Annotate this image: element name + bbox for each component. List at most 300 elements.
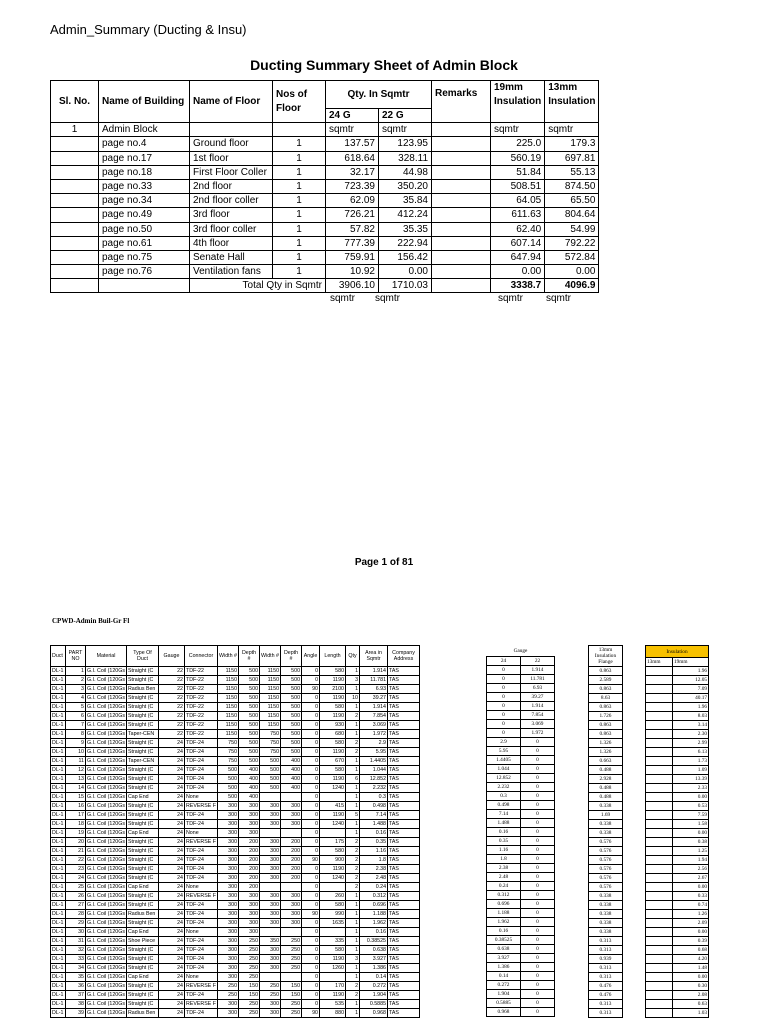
row-nos-floor: 1 xyxy=(273,208,326,222)
insulation-row xyxy=(646,1009,709,1018)
duct-cell: 1 xyxy=(346,703,360,712)
duct-row xyxy=(51,739,420,748)
flange-row xyxy=(589,811,623,820)
gauge-row xyxy=(487,675,555,684)
gauge-24-value: 2.48 xyxy=(487,873,521,882)
duct-cell: Cap End xyxy=(126,829,158,838)
total-22g: 1710.03 xyxy=(379,279,432,293)
duct-cell: 1150 xyxy=(218,721,239,730)
summary-row xyxy=(51,222,599,236)
insulation-row xyxy=(646,928,709,937)
duct-cell: 0 xyxy=(302,847,320,856)
duct-cell: 0 xyxy=(302,937,320,946)
duct-cell: 0.696 xyxy=(360,901,388,910)
duct-cell: G.I. Coil (120Gs xyxy=(87,838,125,845)
gauge-24-value: 0 xyxy=(487,729,521,738)
ins-19mm-value: 2.33 xyxy=(673,784,709,793)
row-ins19: 51.84 xyxy=(491,165,545,179)
duct-cell: TAS xyxy=(388,964,420,973)
ins-19mm-value: 4.20 xyxy=(673,955,709,964)
duct-cell: Straight (C xyxy=(126,919,158,928)
duct-cell: 10 xyxy=(346,694,360,703)
duct-cell: 0 xyxy=(302,865,320,874)
duct-cell: G.I. Coil (120Gs xyxy=(87,937,125,944)
duct-cell: 0 xyxy=(302,703,320,712)
flange-row xyxy=(589,721,623,730)
duct-cell: TDF-24 xyxy=(184,964,217,973)
flange-value: 0.338 xyxy=(589,820,623,829)
duct-cell: 300 xyxy=(218,1009,239,1018)
duct-cell: 24 xyxy=(158,829,184,838)
duct-cell: 2 xyxy=(346,748,360,757)
duct-cell: 1 xyxy=(346,685,360,694)
ins-19mm-value: 0.63 xyxy=(673,1000,709,1009)
gauge-24-value: 12.852 xyxy=(487,774,521,783)
insulation-row xyxy=(646,784,709,793)
duct-cell: DL-1 xyxy=(51,892,66,901)
duct-cell: TDF-22 xyxy=(184,685,217,694)
duct-cell: G.I. Coil (120Gs xyxy=(87,892,125,899)
duct-cell: Straight (C xyxy=(126,946,158,955)
flange-row xyxy=(589,766,623,775)
duct-cell: 1 xyxy=(66,667,86,676)
flange-value: 0.338 xyxy=(589,910,623,919)
duct-cell: 1 xyxy=(346,919,360,928)
insulation-row xyxy=(646,982,709,991)
flange-row xyxy=(589,1000,623,1009)
duct-cell: TDF-24 xyxy=(184,856,217,865)
duct-cell: 0 xyxy=(302,784,320,793)
units-ins13: sqmtr xyxy=(546,293,571,304)
duct-cell: 300 xyxy=(218,937,239,946)
duct-cell: 6.93 xyxy=(360,685,388,694)
flange-value: 0.338 xyxy=(589,919,623,928)
duct-cell: 24 xyxy=(158,802,184,811)
empty-cell xyxy=(51,208,99,222)
duct-cell: TAS xyxy=(388,703,420,712)
ins-19mm-value: 0.00 xyxy=(673,883,709,892)
unit-cell: sqmtr xyxy=(326,123,379,137)
duct-cell: 1 xyxy=(346,1009,360,1018)
gauge-24-value: 0.38525 xyxy=(487,936,521,945)
duct-cell: G.I. Coil (120Gs xyxy=(87,793,125,800)
duct-cell: 2100 xyxy=(320,685,346,694)
empty-cell xyxy=(432,279,491,293)
duct-cell: 750 xyxy=(218,739,239,748)
insulation-row xyxy=(646,865,709,874)
duct-cell: 400 xyxy=(281,766,302,775)
duct-cell: 750 xyxy=(218,748,239,757)
ins-13mm-value xyxy=(646,811,673,820)
duct-cell: 3 xyxy=(346,676,360,685)
duct-cell: TAS xyxy=(388,955,420,964)
duct-cell: 1240 xyxy=(320,784,346,793)
duct-cell: 250 xyxy=(239,1000,260,1009)
flange-row xyxy=(589,892,623,901)
duct-cell: 670 xyxy=(320,757,346,766)
duct-cell: 580 xyxy=(320,766,346,775)
duct-cell: 500 xyxy=(281,685,302,694)
gauge-24-value: 0 xyxy=(487,684,521,693)
duct-row xyxy=(51,1000,420,1009)
row-qty-24g: 723.39 xyxy=(326,179,379,193)
duct-cell: 24 xyxy=(158,793,184,802)
duct-cell: 1 xyxy=(346,721,360,730)
duct-cell: 500 xyxy=(239,694,260,703)
duct-cell: G.I. Coil (120Gs xyxy=(87,829,125,836)
duct-cell: 1.962 xyxy=(360,919,388,928)
flange-value: 0.313 xyxy=(589,937,623,946)
duct-cell: DL-1 xyxy=(51,730,66,739)
duct-cell: 300 xyxy=(260,1000,281,1009)
duct-cell: 24 xyxy=(158,883,184,892)
duct-cell: G.I. Coil (120Gs xyxy=(87,865,125,872)
duct-cell: DL-1 xyxy=(51,775,66,784)
duct-cell: 90 xyxy=(302,685,320,694)
duct-cell: TDF-24 xyxy=(184,955,217,964)
gauge-22-value: 11.781 xyxy=(521,675,555,684)
gauge-24-value: 0.312 xyxy=(487,891,521,900)
duct-row xyxy=(51,964,420,973)
header-22g: 22 G xyxy=(379,109,432,123)
duct-cell: Cap End xyxy=(126,928,158,937)
gauge-22-value: 0 xyxy=(521,801,555,810)
duct-cell: G.I. Coil (120Gs xyxy=(87,856,125,863)
duct-cell: 24 xyxy=(158,847,184,856)
row-ins13: 65.50 xyxy=(545,194,599,208)
duct-cell: 300 xyxy=(218,1000,239,1009)
duct-cell: DL-1 xyxy=(51,820,66,829)
duct-cell: 300 xyxy=(260,838,281,847)
duct-cell: TDF-24 xyxy=(184,820,217,829)
duct-cell: 200 xyxy=(239,865,260,874)
gauge-22-value: 0 xyxy=(521,747,555,756)
duct-cell: DL-1 xyxy=(51,955,66,964)
gauge-24-value: 7.14 xyxy=(487,810,521,819)
duct-cell: DL-1 xyxy=(51,865,66,874)
duct-cell: DL-1 xyxy=(51,784,66,793)
duct-cell: 300 xyxy=(260,964,281,973)
gauge-row xyxy=(487,666,555,675)
duct-row xyxy=(51,901,420,910)
duct-cell: TAS xyxy=(388,919,420,928)
duct-cell: 22 xyxy=(158,721,184,730)
duct-cell: TDF-24 xyxy=(184,865,217,874)
flange-value: 0.476 xyxy=(589,991,623,1000)
gauge-row xyxy=(487,702,555,711)
duct-cell: 24 xyxy=(158,766,184,775)
row-qty-22g: 123.95 xyxy=(379,137,432,151)
flange-value: 0.863 xyxy=(589,703,623,712)
duct-cell: G.I. Coil (120Gs xyxy=(87,928,125,935)
empty-cell xyxy=(51,151,99,165)
flange-row xyxy=(589,883,623,892)
gauge-row xyxy=(487,738,555,747)
row-nos-floor: 1 xyxy=(273,179,326,193)
row-floor-name: 3rd floor xyxy=(190,208,273,222)
insulation-row xyxy=(646,919,709,928)
gauge-row xyxy=(487,801,555,810)
gauge-row xyxy=(487,819,555,828)
gauge-row xyxy=(487,918,555,927)
duct-cell: Straight (C xyxy=(126,694,158,703)
ins-13mm-value xyxy=(646,883,673,892)
duct-cell: 2.232 xyxy=(360,784,388,793)
row-nos-floor: 1 xyxy=(273,265,326,279)
gauge-row xyxy=(487,864,555,873)
ins-19mm-value: 6.13 xyxy=(673,748,709,757)
empty-cell xyxy=(432,236,491,250)
duct-cell: Straight (C xyxy=(126,712,158,721)
duct-cell: 580 xyxy=(320,946,346,955)
gauge-22-value: 0 xyxy=(521,855,555,864)
duct-cell: G.I. Coil (120Gs xyxy=(87,1000,125,1007)
duct-cell: 335 xyxy=(320,937,346,946)
flange-value: 0.338 xyxy=(589,892,623,901)
summary-row xyxy=(51,265,599,279)
duct-cell: DL-1 xyxy=(51,991,66,1000)
gauge-row xyxy=(487,765,555,774)
duct-cell: 300 xyxy=(281,910,302,919)
duct-cell: 1 xyxy=(346,910,360,919)
duct-cell: 24 xyxy=(158,982,184,991)
row-qty-22g: 350.20 xyxy=(379,179,432,193)
ins-13mm-value xyxy=(646,802,673,811)
duct-cell: Radius Ben xyxy=(126,1009,158,1018)
empty-cell xyxy=(190,123,273,137)
duct-cell: TDF-24 xyxy=(184,766,217,775)
flange-row xyxy=(589,802,623,811)
duct-cell: 300 xyxy=(218,919,239,928)
ins-13mm-value xyxy=(646,712,673,721)
duct-cell: 0.3 xyxy=(360,793,388,802)
duct-cell: 28 xyxy=(66,910,86,919)
gauge-24-value: 3.927 xyxy=(487,954,521,963)
duct-cell: 200 xyxy=(239,847,260,856)
duct-cell: 1260 xyxy=(320,964,346,973)
row-nos-floor: 1 xyxy=(273,151,326,165)
gauge-row xyxy=(487,720,555,729)
summary-row xyxy=(51,194,599,208)
duct-cell: 0 xyxy=(302,901,320,910)
duct-cell: 1190 xyxy=(320,676,346,685)
flange-value: 1.69 xyxy=(589,811,623,820)
insulation-row xyxy=(646,748,709,757)
duct-cell: TAS xyxy=(388,667,420,676)
duct-cell: 1190 xyxy=(320,694,346,703)
duct-cell: 2 xyxy=(346,856,360,865)
duct-cell: 0 xyxy=(302,802,320,811)
duct-cell: DL-1 xyxy=(51,883,66,892)
empty-cell xyxy=(51,265,99,279)
duct-cell: 1150 xyxy=(218,685,239,694)
gauge-22-value: 0 xyxy=(521,936,555,945)
header-building: Name of Building xyxy=(99,81,190,123)
duct-cell: 24 xyxy=(158,928,184,937)
duct-row xyxy=(51,730,420,739)
duct-cell: 930 xyxy=(320,721,346,730)
summary-row xyxy=(51,137,599,151)
gauge-row xyxy=(487,729,555,738)
ins-19mm-value: 2.67 xyxy=(673,874,709,883)
duct-cell: 300 xyxy=(260,955,281,964)
duct-cell: G.I. Coil (120Gs xyxy=(87,874,125,881)
duct-cell: TAS xyxy=(388,865,420,874)
duct-cell: 0 xyxy=(302,838,320,847)
gauge-22-value: 0 xyxy=(521,792,555,801)
duct-cell: G.I. Coil (120Gs xyxy=(87,703,125,710)
duct-cell: DL-1 xyxy=(51,676,66,685)
duct-cell: 2 xyxy=(346,865,360,874)
duct-cell: 12 xyxy=(66,766,86,775)
duct-cell: TAS xyxy=(388,982,420,991)
ins-13mm-value xyxy=(646,667,673,676)
unit-cell: sqmtr xyxy=(545,123,599,137)
flange-value: 2.589 xyxy=(589,676,623,685)
duct-cell: 500 xyxy=(281,694,302,703)
flange-row xyxy=(589,865,623,874)
insulation-row xyxy=(646,730,709,739)
duct-cell: 250 xyxy=(239,937,260,946)
ins-19mm-value: 0.68 xyxy=(673,946,709,955)
duct-cell: DL-1 xyxy=(51,973,66,982)
duct-cell: 500 xyxy=(281,703,302,712)
duct-cell: 2 xyxy=(346,847,360,856)
flange-row xyxy=(589,847,623,856)
duct-cell: None xyxy=(184,928,217,937)
duct-cell: 250 xyxy=(281,946,302,955)
duct-cell: 90 xyxy=(302,856,320,865)
flange-row xyxy=(589,901,623,910)
row-page-ref: page no.50 xyxy=(99,222,190,236)
empty-cell xyxy=(51,222,99,236)
gauge-24-value: 0.35 xyxy=(487,837,521,846)
row-floor-name: Senate Hall xyxy=(190,250,273,264)
duct-cell: 2 xyxy=(346,991,360,1000)
gauge-row xyxy=(487,900,555,909)
duct-cell: DL-1 xyxy=(51,667,66,676)
gauge-24-value: 0.272 xyxy=(487,981,521,990)
duct-cell: 1.914 xyxy=(360,703,388,712)
duct-cell: TAS xyxy=(388,847,420,856)
duct-cell: TDF-24 xyxy=(184,946,217,955)
gauge-24-value: 0.5885 xyxy=(487,999,521,1008)
empty-cell xyxy=(432,179,491,193)
gauge-24-value: 5.95 xyxy=(487,747,521,756)
duct-cell: 580 xyxy=(320,703,346,712)
duct-cell: G.I. Coil (120Gs xyxy=(87,973,125,980)
duct-cell: 30 xyxy=(66,928,86,937)
ins-13mm-value xyxy=(646,1000,673,1009)
duct-cell: 1635 xyxy=(320,919,346,928)
column-header: Length xyxy=(320,646,346,667)
row-ins19: 560.19 xyxy=(491,151,545,165)
duct-cell: TAS xyxy=(388,784,420,793)
duct-cell: G.I. Coil (120Gs xyxy=(87,766,125,773)
row-page-ref: page no.75 xyxy=(99,250,190,264)
column-header: Area in Sqmtr xyxy=(360,646,388,667)
ducting-summary-table xyxy=(50,80,599,293)
flange-value: 1.326 xyxy=(589,748,623,757)
gauge-row xyxy=(487,990,555,999)
duct-cell: 24 xyxy=(158,784,184,793)
duct-detail-grid xyxy=(50,645,420,1018)
duct-cell: 500 xyxy=(281,712,302,721)
sheet-title: Ducting Summary Sheet of Admin Block xyxy=(250,57,518,73)
duct-cell: DL-1 xyxy=(51,694,66,703)
duct-cell: 500 xyxy=(281,730,302,739)
gauge-24-value: 0.498 xyxy=(487,801,521,810)
duct-cell: 2.9 xyxy=(360,739,388,748)
duct-cell: 0 xyxy=(302,991,320,1000)
duct-cell: 0 xyxy=(302,829,320,838)
duct-cell: 0 xyxy=(302,955,320,964)
duct-cell: Straight (C xyxy=(126,703,158,712)
duct-cell: TAS xyxy=(388,892,420,901)
duct-cell: DL-1 xyxy=(51,748,66,757)
duct-row xyxy=(51,685,420,694)
column-header: Qty xyxy=(346,646,360,667)
duct-cell: TAS xyxy=(388,757,420,766)
duct-cell: 24 xyxy=(158,874,184,883)
ins-19mm-value: 1.94 xyxy=(673,856,709,865)
gauge-row xyxy=(487,882,555,891)
insulation-row xyxy=(646,892,709,901)
gauge-24-value: 0.16 xyxy=(487,828,521,837)
row-sl-no: 1 xyxy=(51,123,99,137)
duct-cell: G.I. Coil (120Gs xyxy=(87,685,125,692)
duct-cell: 300 xyxy=(260,802,281,811)
duct-cell: 1150 xyxy=(260,712,281,721)
insulation-row xyxy=(646,910,709,919)
duct-cell: 500 xyxy=(281,676,302,685)
duct-cell: 0 xyxy=(302,973,320,982)
duct-cell: TDF-22 xyxy=(184,721,217,730)
duct-cell: 24 xyxy=(158,748,184,757)
gauge-22-value: 0 xyxy=(521,954,555,963)
duct-cell: 580 xyxy=(320,667,346,676)
duct-cell: TDF-22 xyxy=(184,730,217,739)
gauge-header: Gauge xyxy=(513,647,528,654)
duct-cell: 750 xyxy=(260,748,281,757)
duct-row xyxy=(51,910,420,919)
flange-row xyxy=(589,784,623,793)
ins-19mm-value: 2.09 xyxy=(673,919,709,928)
duct-cell: TDF-24 xyxy=(184,901,217,910)
ins-19mm-value: 0.30 xyxy=(673,982,709,991)
empty-cell xyxy=(51,279,99,293)
gauge-24-value: 0.24 xyxy=(487,882,521,891)
duct-cell: 15 xyxy=(66,793,86,802)
gauge-row xyxy=(487,909,555,918)
ins-13mm-value xyxy=(646,919,673,928)
flange-value: 0.313 xyxy=(589,946,623,955)
flange-row xyxy=(589,856,623,865)
duct-cell: TAS xyxy=(388,829,420,838)
duct-cell: 200 xyxy=(239,883,260,892)
gauge-22-value: 0 xyxy=(521,882,555,891)
duct-cell: 1.904 xyxy=(360,991,388,1000)
gauge-24-value: 0 xyxy=(487,666,521,675)
ins-19mm-value: 1.58 xyxy=(673,820,709,829)
column-header: Width # xyxy=(260,646,281,667)
duct-row xyxy=(51,775,420,784)
duct-cell: Straight (C xyxy=(126,847,158,856)
ins-13mm-value xyxy=(646,991,673,1000)
duct-row xyxy=(51,802,420,811)
duct-cell: 38 xyxy=(66,1000,86,1009)
duct-cell: 0.272 xyxy=(360,982,388,991)
